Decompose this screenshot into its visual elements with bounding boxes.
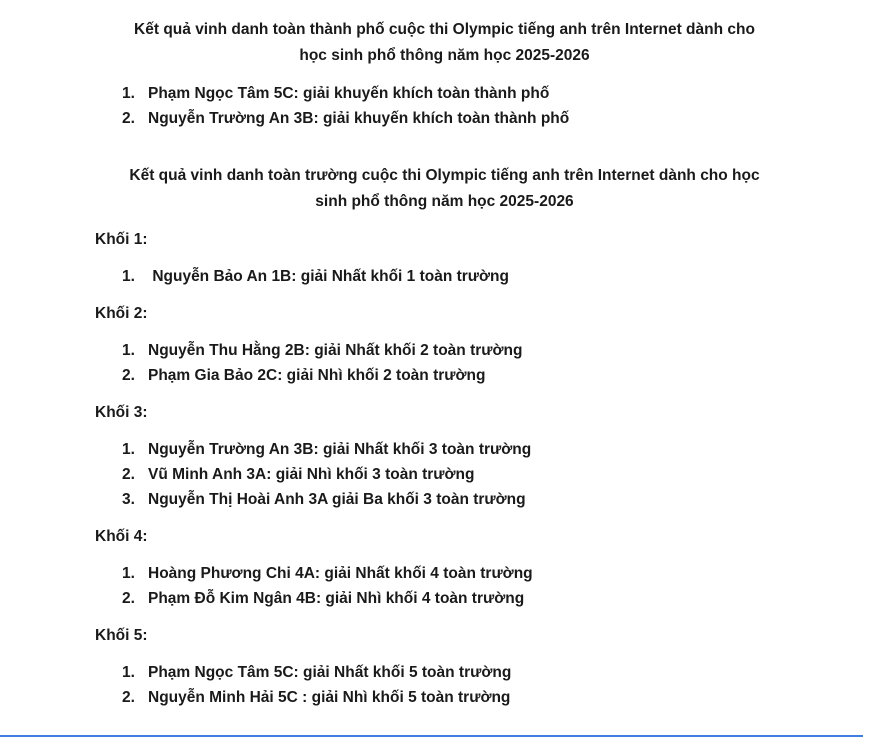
item-text: Phạm Ngọc Tâm 5C: giải Nhất khối 5 toàn trường xyxy=(148,664,512,681)
item-text: Nguyễn Minh Hải 5C : giải Nhì khối 5 toàn trường xyxy=(148,689,511,706)
grade-results-list xyxy=(0,561,889,611)
school-grade-groups xyxy=(0,227,889,710)
grade-results-list xyxy=(0,264,889,289)
city-title-line-2: học sinh phổ thông năm học 2025-2026 xyxy=(299,47,590,64)
grade-heading: Khối 4: xyxy=(95,528,148,545)
item-text: Vũ Minh Anh 3A: giải Nhì khối 3 toàn trường xyxy=(148,466,475,483)
result-item xyxy=(0,338,889,363)
item-number: 1. xyxy=(122,565,135,582)
grade-heading: Khối 1: xyxy=(95,231,148,248)
item-text: Nguyễn Thu Hằng 2B: giải Nhất khối 2 toàn trường xyxy=(148,342,523,359)
result-item xyxy=(0,264,889,289)
item-number: 2. xyxy=(122,110,135,127)
result-item xyxy=(0,462,889,487)
item-number: 1. xyxy=(122,441,135,458)
grade-heading: Khối 5: xyxy=(95,627,148,644)
result-item xyxy=(0,586,889,611)
result-item xyxy=(0,81,889,106)
item-text: Phạm Gia Bảo 2C: giải Nhì khối 2 toàn trường xyxy=(148,367,486,384)
result-item xyxy=(0,106,889,131)
grade-results-list xyxy=(0,437,889,512)
item-text: Nguyễn Trường An 3B: giải khuyến khích toàn thành phố xyxy=(148,110,570,127)
result-item xyxy=(0,437,889,462)
item-text: Phạm Ngọc Tâm 5C: giải khuyến khích toàn thành phố xyxy=(148,85,550,102)
item-number: 1. xyxy=(122,268,135,285)
school-title-line-2: sinh phổ thông năm học 2025-2026 xyxy=(315,193,574,210)
item-number: 2. xyxy=(122,466,135,483)
item-text: Phạm Đỗ Kim Ngân 4B: giải Nhì khối 4 toàn trường xyxy=(148,590,525,607)
item-text: Nguyễn Thị Hoài Anh 3A giải Ba khối 3 toàn trường xyxy=(148,491,526,508)
item-number: 2. xyxy=(122,367,135,384)
grade-heading: Khối 3: xyxy=(95,404,148,421)
item-number: 1. xyxy=(122,85,135,102)
item-number: 1. xyxy=(122,664,135,681)
item-number: 2. xyxy=(122,590,135,607)
school-title-line-1: Kết quả vinh danh toàn trường cuộc thi Olympic tiếng anh trên Internet dành cho học xyxy=(129,167,760,184)
item-number: 1. xyxy=(122,342,135,359)
item-number: 3. xyxy=(122,491,135,508)
result-item xyxy=(0,487,889,512)
item-text: Hoàng Phương Chi 4A: giải Nhất khối 4 toàn trường xyxy=(148,565,533,582)
item-text: Nguyễn Bảo An 1B: giải Nhất khối 1 toàn trường xyxy=(148,268,509,285)
item-text: Nguyễn Trường An 3B: giải Nhất khối 3 toàn trường xyxy=(148,441,532,458)
city-results-list xyxy=(0,81,889,131)
grade-results-list xyxy=(0,338,889,388)
result-item xyxy=(0,363,889,388)
item-number: 2. xyxy=(122,689,135,706)
result-item xyxy=(0,685,889,710)
city-results-title xyxy=(0,17,889,69)
grade-heading: Khối 2: xyxy=(95,305,148,322)
result-item xyxy=(0,561,889,586)
grade-results-list xyxy=(0,660,889,710)
city-title-line-1: Kết quả vinh danh toàn thành phố cuộc thi Olympic tiếng anh trên Internet dành cho xyxy=(134,21,755,38)
school-results-title xyxy=(0,163,889,215)
result-item xyxy=(0,660,889,685)
